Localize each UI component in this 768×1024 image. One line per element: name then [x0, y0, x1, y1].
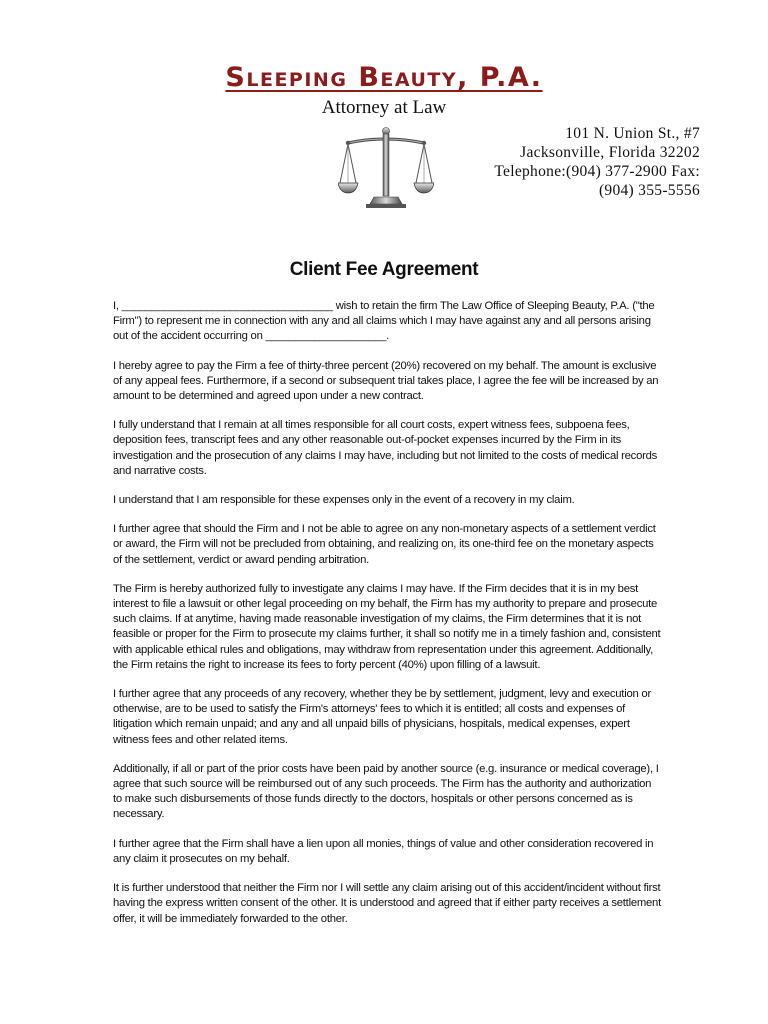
address-city: Jacksonville, Florida 32202: [520, 144, 700, 161]
paragraph-expenses-recovery: I understand that I am responsible for these expenses only in the event of a recovery in my claim.: [113, 494, 575, 507]
paragraph-retainer: I, ___________________________________ wish to retain the firm The Law Office of Sleeping Beauty, P.A. ("the Firm") to represent me in connection with any and all claims which I may have against any and all persons arising out of the accident occurring on ____________________.: [113, 300, 655, 343]
document-title: Client Fee Agreement: [289, 259, 479, 280]
paragraph-investigation: The Firm is hereby authorized fully to investigate any claims I may have. If the Firm decides that it is in my best interest to file a lawsuit or other legal proceeding on my behalf, the Firm has my authority to prepare and prosecute such claims. If at anytime, having made reasonable investigation of my claims, the Firm determines that it is not feasible or proper for the Firm to prosecute my claims further, it shall so notify me in a timely fashion and, consistent with applicable ethical rules and obligations, may withdraw from representation under this agreement. Additionally, the Firm retains the right to increase its fees to forty percent (40%) upon filling of a lawsuit.: [113, 582, 661, 671]
agreement-body: [113, 299, 661, 941]
address-phone: Telephone:(904) 377-2900 Fax:: [494, 163, 700, 180]
paragraph-settlement: It is further understood that neither the Firm nor I will settle any claim arising out of this accident/incident without first having the express written consent of the other. It is understood and agreed that if either party receives a settlement offer, it will be immediately forwarded to the other.: [113, 882, 661, 925]
address-fax: (904) 355-5556: [598, 182, 700, 199]
firm-address: [440, 124, 700, 200]
paragraph-costs: I fully understand that I remain at all times responsible for all court costs, expert witness fees, subpoena fees, deposition fees, transcript fees and any other reasonable out-of-pocket expenses incurred by the Firm in its investigation and the prosecution of any claims I may have, including but not limited to the costs of medical records and narrative costs.: [113, 419, 658, 477]
scales-of-justice-icon: [338, 125, 434, 209]
paragraph-proceeds: I further agree that any proceeds of any recovery, whether they be by settlement, judgment, levy and execution or otherwise, are to be used to satisfy the Firm's attorneys' fees to which it is entitled; all costs and expenses of litigation which remain unpaid; and any and all unpaid bills of physicians, hospitals, medical expenses, expert witness fees and other related items.: [113, 688, 651, 746]
paragraph-fee: I hereby agree to pay the Firm a fee of thirty-three percent (20%) recovered on my behalf. The amount is exclusive of any appeal fees. Furthermore, if a second or subsequent trial takes place, I agree the fee will be increased by an amount to be determined and agreed upon under a new contract.: [113, 359, 659, 403]
paragraph-reimbursement: Additionally, if all or part of the prior costs have been paid by another source (e.g. insurance or medical coverage), I agree that such source will be reimbursed out of any such proceeds. The Firm has the authority and authorization to make such disbursements of those funds directly to the doctors, hospitals or other persons concerned as is necessary.: [113, 762, 659, 821]
paragraph-lien: I further agree that the Firm shall have a lien upon all monies, things of value and other consideration recovered in any claim it prosecutes on my behalf.: [113, 837, 654, 865]
paragraph-non-monetary: I further agree that should the Firm and I not be able to agree on any non-monetary aspects of a settlement verdict or award, the Firm will not be precluded from obtaining, and realizing on, its one-third fee on the monetary aspects of the settlement, verdict or award pending arbitration.: [113, 523, 656, 566]
address-street: 101 N. Union St., #7: [565, 125, 700, 142]
firm-name: Sleeping Beauty, P.A.: [225, 62, 543, 93]
firm-subtitle: Attorney at Law: [321, 97, 447, 118]
